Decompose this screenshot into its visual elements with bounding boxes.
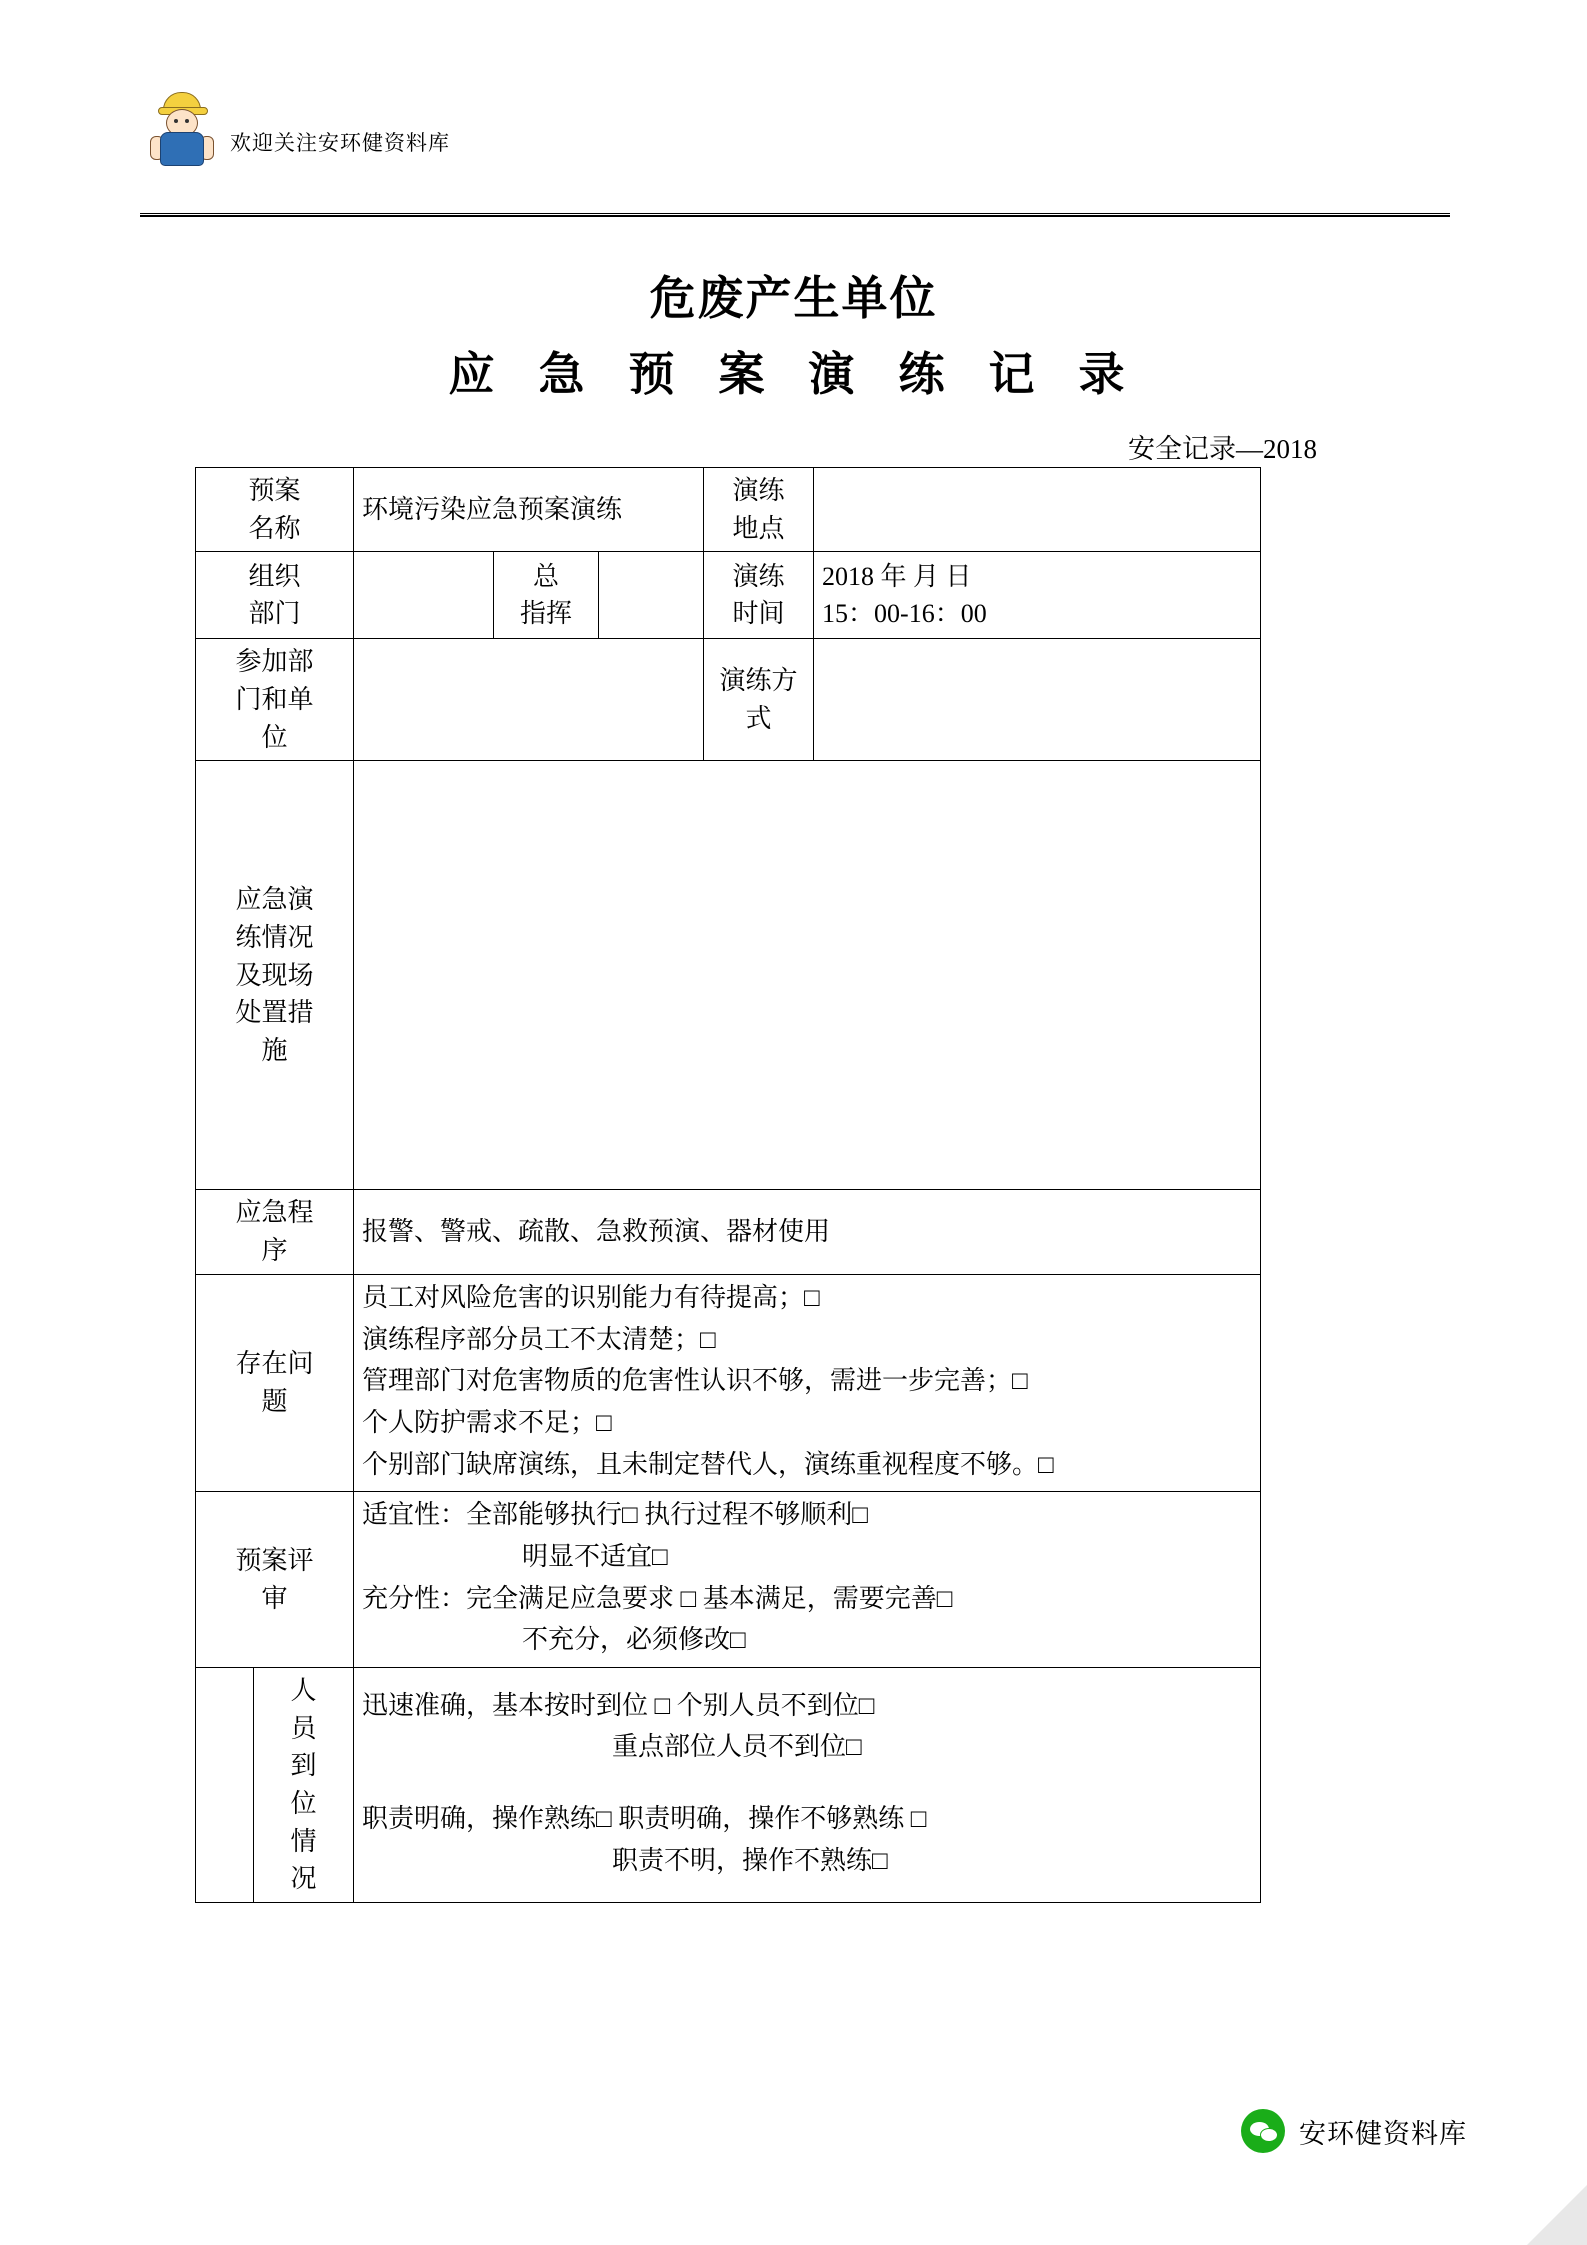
review-line: 明显不适宜□ — [522, 1541, 668, 1571]
drill-time-line2: 15：00-16：00 — [822, 599, 987, 629]
label-attendance: 人 员 到 位 情 况 — [254, 1668, 354, 1903]
table-row-situation — [196, 761, 1261, 1190]
label-commander: 总 指挥 — [494, 552, 599, 639]
review-line: 充分性：完全满足应急要求 □ 基本满足，需要完善□ — [362, 1583, 953, 1613]
table-row-procedure — [196, 1190, 1261, 1274]
page-subtitle-main: 应 急 预 案 演 练 记 录 — [448, 347, 1139, 401]
table-row-issues — [196, 1274, 1261, 1491]
value-drill-method[interactable] — [814, 639, 1261, 761]
label-situation: 应急演 练情况 及现场 处置措 施 — [196, 761, 354, 1190]
value-procedure[interactable]: 报警、警戒、疏散、急救预演、器材使用 — [354, 1190, 1261, 1274]
review-line: 适宜性：全部能够执行□ 执行过程不够顺利□ — [362, 1500, 868, 1530]
wechat-icon — [1241, 2109, 1285, 2153]
label-drill-time: 演练 时间 — [704, 552, 814, 639]
drill-record-table — [195, 467, 1261, 1903]
attendance-line: 职责不明，操作不熟练□ — [612, 1845, 888, 1875]
footer-brand-text: 安环健资料库 — [1299, 2118, 1467, 2150]
label-participants: 参加部 门和单 位 — [196, 639, 354, 761]
drill-time-line1: 2018 年 月 日 — [822, 561, 972, 591]
value-drill-time[interactable] — [814, 552, 1261, 639]
worker-mascot-icon — [150, 90, 212, 168]
label-drill-place: 演练 地点 — [704, 468, 814, 552]
attendance-line: 职责明确，操作熟练□ 职责明确，操作不够熟练 □ — [362, 1804, 927, 1834]
label-org-dept: 组织 部门 — [196, 552, 354, 639]
label-procedure: 应急程 序 — [196, 1190, 354, 1274]
record-code: 安全记录—2018 — [1128, 434, 1317, 464]
value-drill-place[interactable] — [814, 468, 1261, 552]
header-divider-thin — [140, 213, 1450, 214]
table-row-review — [196, 1492, 1261, 1668]
attendance-line: 迅速准确，基本按时到位 □ 个别人员不到位□ — [362, 1690, 875, 1720]
page-corner-fold — [1527, 2185, 1587, 2245]
label-plan-name: 预案 名称 — [196, 468, 354, 552]
issue-line: 员工对风险危害的识别能力有待提高；□ — [362, 1282, 820, 1312]
header-brand-text: 欢迎关注安环健资料库 — [230, 131, 450, 155]
review-line: 不充分，必须修改□ — [522, 1625, 746, 1655]
label-review: 预案评 审 — [196, 1492, 354, 1668]
value-review[interactable] — [354, 1492, 1261, 1668]
label-issues: 存在问 题 — [196, 1274, 354, 1491]
value-issues[interactable] — [354, 1274, 1261, 1491]
issue-line: 个人防护需求不足；□ — [362, 1407, 612, 1437]
header-divider — [140, 215, 1450, 217]
label-attendance-outer — [196, 1668, 254, 1903]
attendance-line: 重点部位人员不到位□ — [612, 1732, 862, 1762]
value-org-dept[interactable] — [354, 552, 494, 639]
table-row-org-dept — [196, 552, 1261, 639]
table-row-attendance — [196, 1668, 1261, 1903]
label-drill-method: 演练方式 — [704, 639, 814, 761]
table-row-participants — [196, 639, 1261, 761]
page-header — [140, 90, 1450, 190]
issue-line: 个别部门缺席演练，且未制定替代人，演练重视程度不够。□ — [362, 1449, 1054, 1479]
value-participants[interactable] — [354, 639, 704, 761]
value-plan-name[interactable]: 环境污染应急预案演练 — [354, 468, 704, 552]
value-attendance[interactable] — [354, 1668, 1261, 1903]
table-row-plan-name — [196, 468, 1261, 552]
value-commander[interactable] — [599, 552, 704, 639]
value-situation[interactable] — [354, 761, 1261, 1190]
issue-line: 管理部门对危害物质的危害性认识不够，需进一步完善；□ — [362, 1366, 1028, 1396]
page-footer — [1241, 2109, 1467, 2153]
issue-line: 演练程序部分员工不太清楚；□ — [362, 1324, 716, 1354]
page-title: 危废产生单位 — [649, 271, 938, 325]
